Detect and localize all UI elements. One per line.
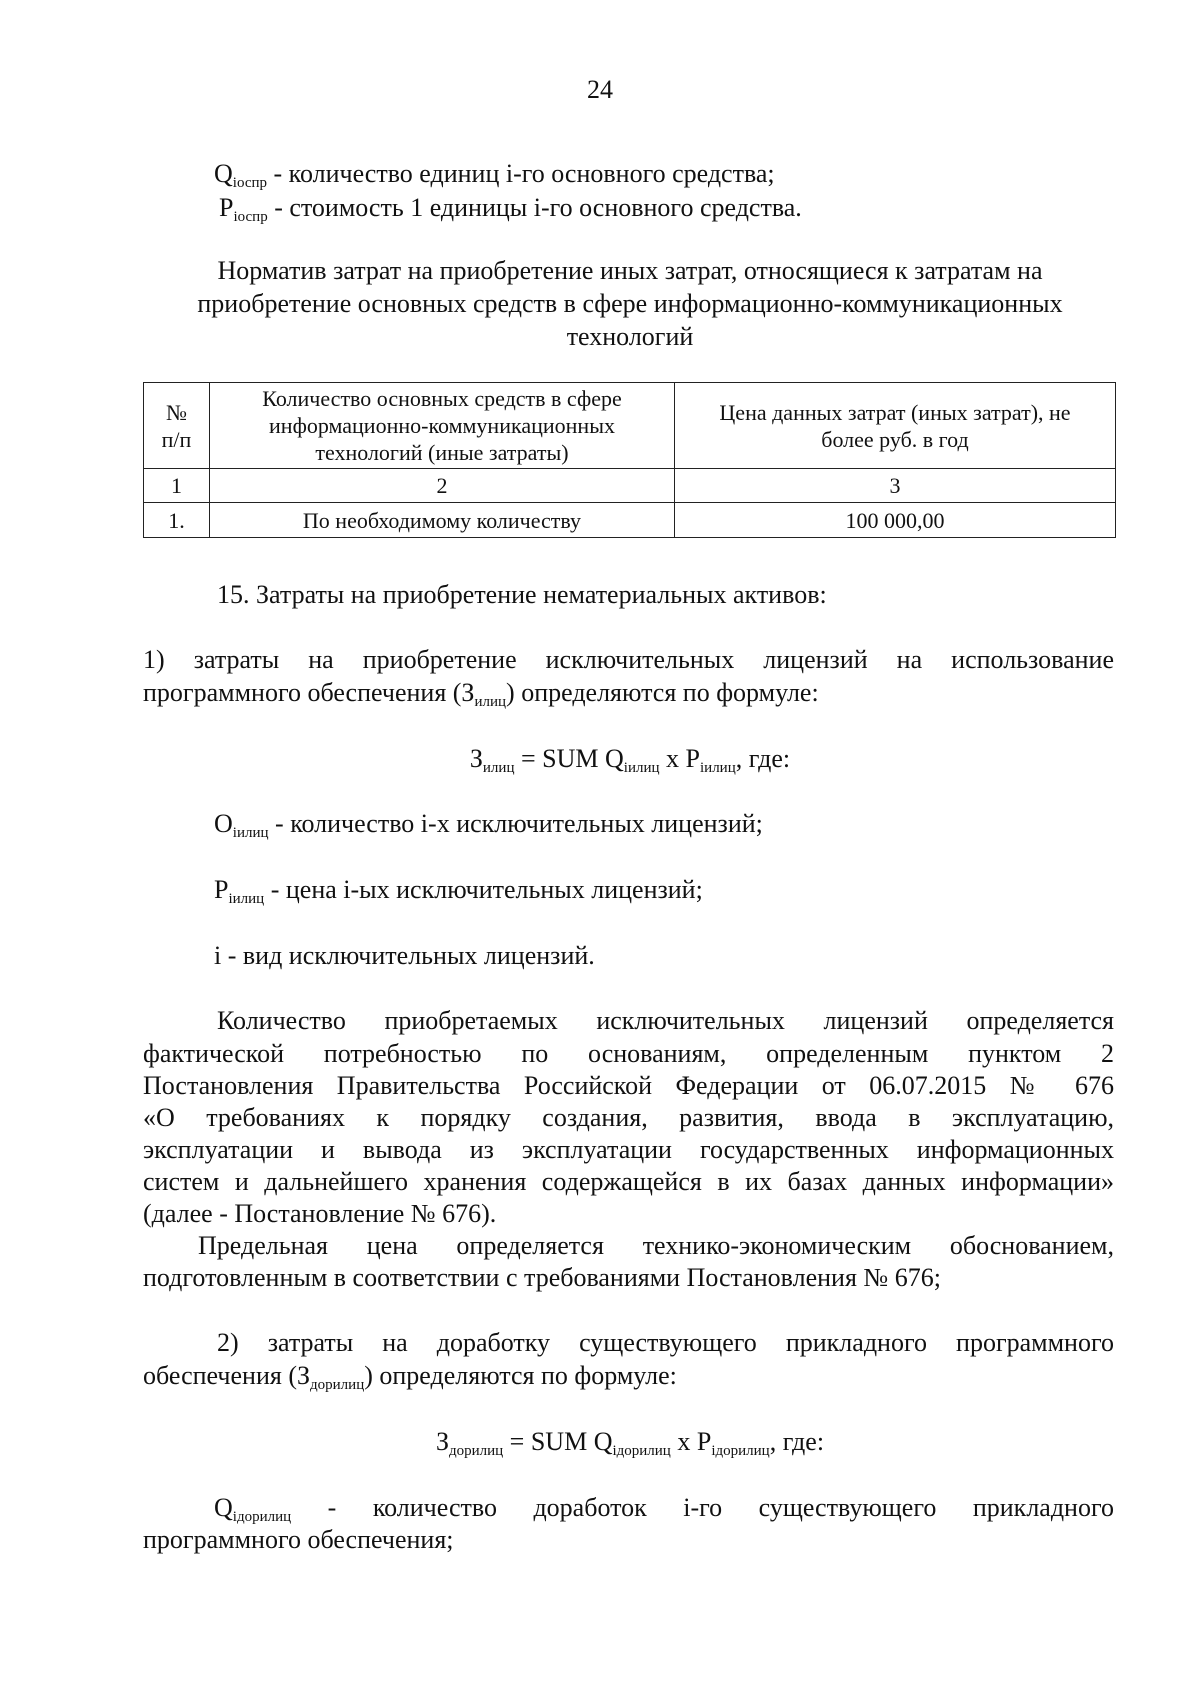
section-title-line: Норматив затрат на приобретение иных затрат, относящиеся к затратам на [217, 256, 1043, 285]
paragraph-line: Предельная цена определяется технико-экономическим обоснованием, [198, 1231, 1114, 1260]
paragraph-line: фактической потребностью по основаниям, определенным пунктом 2 [143, 1039, 1114, 1068]
subitem-2-line: обеспечения $(З_{дорилиц})$ определяются по формуле: [143, 1361, 677, 1393]
page-number: 24 [587, 75, 613, 104]
table-header-row [144, 383, 1116, 469]
subitem-2-line: 2) затраты на доработку существующего прикладного программного [217, 1328, 1114, 1357]
definition-line: программного обеспечения; [143, 1525, 454, 1554]
section-title-line: технологий [566, 322, 694, 351]
item-15-heading: 15. Затраты на приобретение нематериальных активов: [217, 580, 827, 609]
legend-line: $P_{iоспр}$ - стоимость 1 единицы i-го основного средства. [219, 193, 802, 225]
formula-2: $З_{дорилиц}$ = SUM $Q_{iдорилиц}$ x $P_{iдорилиц}$, где: [435, 1427, 825, 1459]
table-row [144, 503, 1116, 538]
formula-1: $З_{илиц}$ = SUM $Q_{iилиц}$ x $P_{iилиц}$, где: [469, 744, 791, 776]
definition-line: i - вид исключительных лицензий. [214, 941, 595, 970]
table-cell: 100 000,00 [675, 503, 1116, 538]
paragraph-line: подготовленным в соответствии с требованиями Постановления № 676; [143, 1263, 941, 1292]
section-title-line: приобретение основных средств в сфере информационно-коммуникационных [197, 289, 1063, 318]
paragraph-line: (далее - Постановление № 676). [143, 1199, 497, 1228]
subitem-1-line: программного обеспечения $(З_{илиц})$ определяются по формуле: [143, 678, 819, 710]
table-cell: По необходимому количеству [210, 503, 675, 538]
header-cell-price: Цена данных затрат (иных затрат), не более руб. в год [675, 383, 1116, 469]
paragraph-line: систем и дальнейшего хранения содержащейся в их базах данных информации» [143, 1167, 1114, 1196]
header-cell-quantity: Количество основных средств в сфере информационно-коммуникационных технологий (иные затраты) [210, 383, 675, 469]
definition-line: $P_{iилиц}$ - цена i-ых исключительных лицензий; [214, 875, 703, 907]
definition-line: $O_{iилиц}$ - количество i-х исключительных лицензий; [214, 809, 763, 841]
table-cell: 1 [144, 469, 210, 503]
table-cell: 3 [675, 469, 1116, 503]
table-numbering-row [144, 469, 1116, 503]
legend-line: $Q_{iоспр}$ - количество единиц i-го основного средства; [214, 159, 775, 191]
definition-line: $Q_{iдорилиц}$ - количество доработок i-го существующего прикладного [214, 1493, 1114, 1525]
norm-table [143, 382, 1116, 538]
table-cell: 1. [144, 503, 210, 538]
paragraph-line: Постановления Правительства Российской Федерации от 06.07.2015 № 676 [143, 1071, 1114, 1100]
subitem-1-line: 1) затраты на приобретение исключительных лицензий на использование [143, 645, 1114, 674]
table-cell: 2 [210, 469, 675, 503]
header-cell-num: № п/п [144, 383, 210, 469]
paragraph-line: Количество приобретаемых исключительных лицензий определяется [217, 1006, 1114, 1035]
paragraph-line: эксплуатации и вывода из эксплуатации государственных информационных [143, 1135, 1114, 1164]
paragraph-line: «О требованиях к порядку создания, развития, ввода в эксплуатацию, [143, 1103, 1114, 1132]
